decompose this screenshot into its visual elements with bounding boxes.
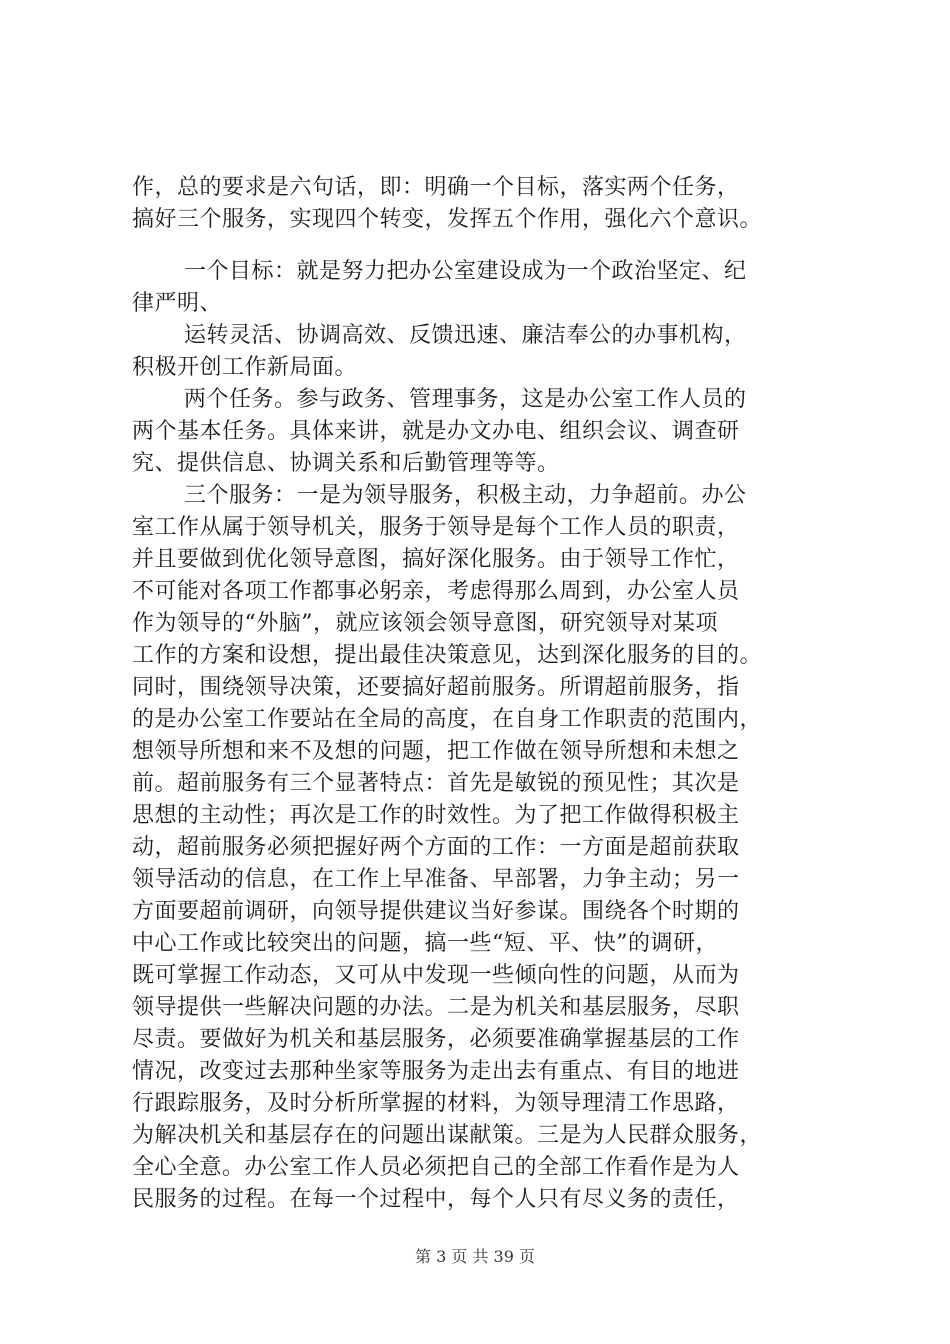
text-line: 动，超前服务必须把握好两个方面的工作：一方面是超前获取 bbox=[132, 835, 740, 860]
text-line: 工作的方案和设想，提出最佳决策意见，达到深化服务的目的。 bbox=[132, 643, 763, 668]
text-line: 全心全意。办公室工作人员必须把自己的全部工作看作是为人 bbox=[132, 1155, 740, 1180]
text-line: 行跟踪服务，及时分析所掌握的材料，为领导理清工作思路， bbox=[132, 1091, 740, 1116]
text-line: 两个任务。参与政务、管理事务，这是办公室工作人员的 bbox=[184, 387, 747, 412]
text-line: 中心工作或比较突出的问题，搞一些“短、平、快”的调研， bbox=[132, 931, 718, 956]
text-line: 律严明、 bbox=[132, 291, 223, 316]
text-line: 运转灵活、协调高效、反馈迅速、廉洁奉公的办事机构， bbox=[184, 323, 747, 348]
page-footer: 第 3 页 共 39 页 bbox=[415, 1247, 535, 1266]
text-line: 不可能对各项工作都事必躬亲，考虑得那么周到，办公室人员 bbox=[132, 579, 740, 604]
text-line: 一个目标：就是努力把办公室建设成为一个政治坚定、纪 bbox=[184, 259, 747, 284]
text-line: 前。超前服务有三个显著特点：首先是敏锐的预见性；其次是 bbox=[132, 771, 740, 796]
text-line: 同时，围绕领导决策，还要搞好超前服务。所谓超前服务，指 bbox=[132, 675, 740, 700]
text-line: 究、提供信息、协调关系和后勤管理等等。 bbox=[132, 451, 560, 476]
text-line: 民服务的过程。在每一个过程中，每个人只有尽义务的责任， bbox=[132, 1187, 740, 1212]
text-line: 尽责。要做好为机关和基层服务，必须要准确掌握基层的工作 bbox=[132, 1027, 740, 1052]
text-line: 既可掌握工作动态，又可从中发现一些倾向性的问题，从而为 bbox=[132, 963, 740, 988]
body-text bbox=[132, 172, 832, 1216]
text-line: 领导提供一些解决问题的办法。二是为机关和基层服务，尽职 bbox=[132, 995, 740, 1020]
text-line: 作，总的要求是六句话，即：明确一个目标，落实两个任务， bbox=[132, 175, 740, 200]
text-line: 并且要做到优化领导意图，搞好深化服务。由于领导工作忙， bbox=[132, 547, 740, 572]
text-line: 思想的主动性；再次是工作的时效性。为了把工作做得积极主 bbox=[132, 803, 740, 828]
text-line: 的是办公室工作要站在全局的高度，在自身工作职责的范围内， bbox=[132, 707, 763, 732]
text-line: 积极开创工作新局面。 bbox=[132, 355, 358, 380]
text-line: 搞好三个服务，实现四个转变，发挥五个作用，强化六个意识。 bbox=[132, 207, 763, 232]
text-line: 两个基本任务。具体来讲，就是办文办电、组织会议、调查研 bbox=[132, 419, 740, 444]
text-line: 情况，改变过去那种坐家等服务为走出去有重点、有目的地进 bbox=[132, 1059, 740, 1084]
text-line: 作为领导的“外脑”，就应该领会领导意图，研究领导对某项 bbox=[132, 611, 718, 636]
text-line: 领导活动的信息，在工作上早准备、早部署，力争主动；另一 bbox=[132, 867, 740, 892]
text-line: 室工作从属于领导机关，服务于领导是每个工作人员的职责， bbox=[132, 515, 740, 540]
text-line: 方面要超前调研，向领导提供建议当好参谋。围绕各个时期的 bbox=[132, 899, 740, 924]
text-line: 为解决机关和基层存在的问题出谋献策。三是为人民群众服务， bbox=[132, 1123, 763, 1148]
text-line: 三个服务：一是为领导服务，积极主动，力争超前。办公 bbox=[184, 483, 747, 508]
text-line: 想领导所想和来不及想的问题，把工作做在领导所想和未想之 bbox=[132, 739, 740, 764]
paragraph-gap bbox=[132, 236, 832, 256]
